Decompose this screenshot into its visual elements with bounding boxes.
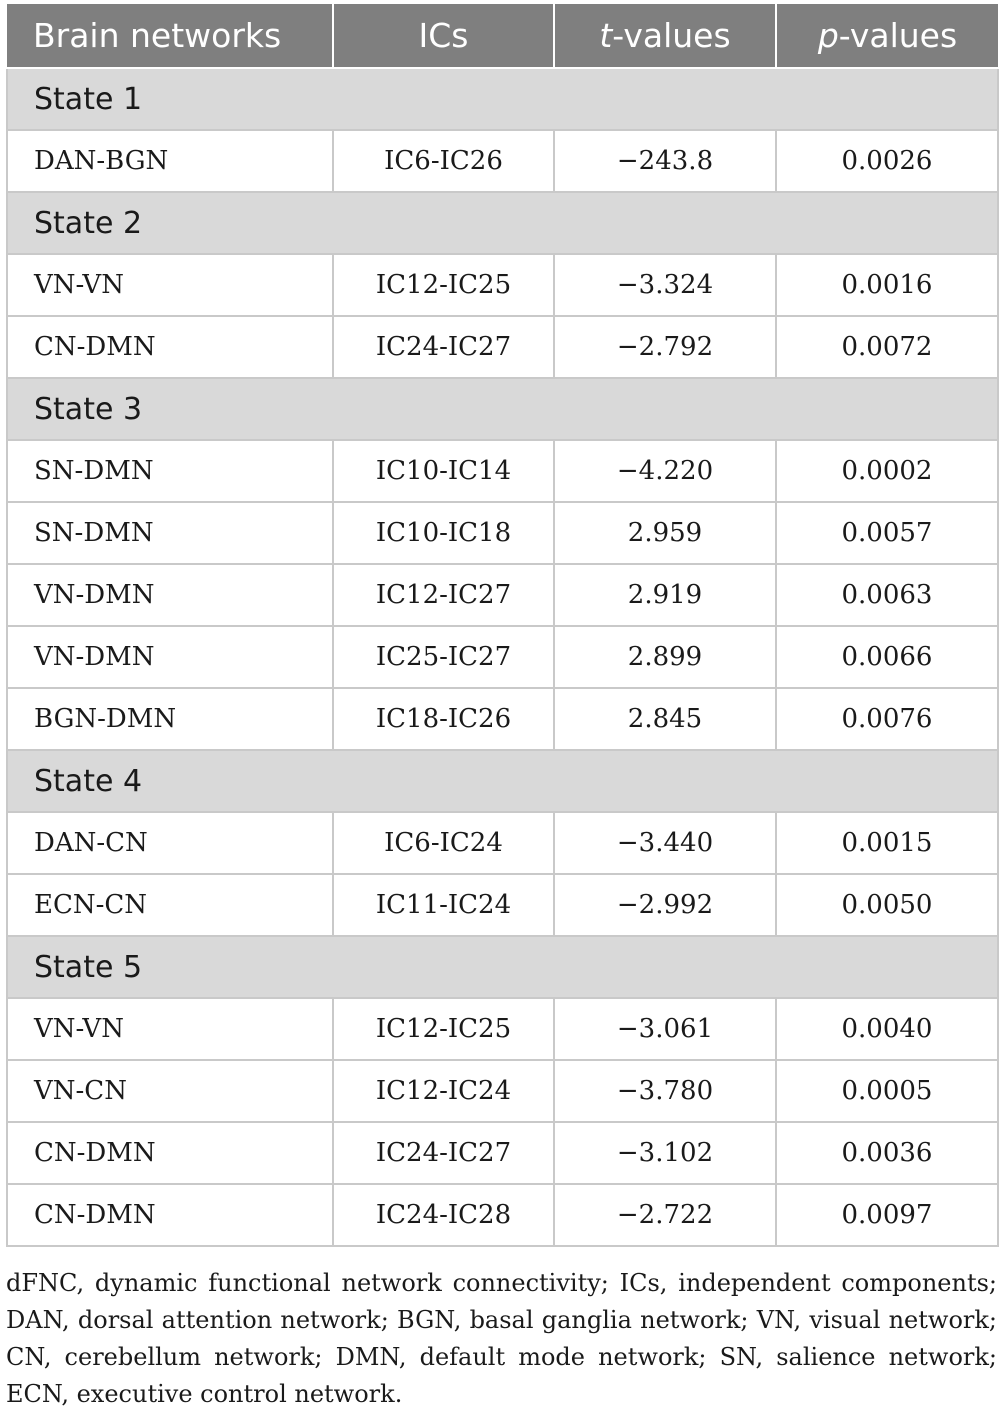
cell-network: ECN-CN (7, 874, 333, 936)
cell-t-value: 2.845 (554, 688, 776, 750)
cell-network: VN-DMN (7, 564, 333, 626)
cell-p-value: 0.0016 (776, 254, 998, 316)
state-row (7, 68, 998, 130)
cell-network: CN-DMN (7, 1184, 333, 1246)
cell-p-value: 0.0005 (776, 1060, 998, 1122)
header-p-symbol: p (817, 16, 839, 55)
cell-ics: IC12-IC24 (333, 1060, 554, 1122)
cell-p-value: 0.0066 (776, 626, 998, 688)
cell-t-value: −4.220 (554, 440, 776, 502)
state-row (7, 192, 998, 254)
cell-ics: IC12-IC25 (333, 254, 554, 316)
table-row (7, 626, 998, 688)
header-p-suffix: -values (838, 16, 958, 55)
table-row (7, 564, 998, 626)
cell-p-value: 0.0040 (776, 998, 998, 1060)
cell-t-value: −2.722 (554, 1184, 776, 1246)
table-footnote: dFNC, dynamic functional network connectivity; ICs, independent components; DAN, dorsal attention network; BGN, basal ganglia network; VN, visual network; CN, cerebellum network; DMN, default mode network; SN, salience network; ECN, executive control network. (6, 1269, 997, 1408)
cell-network: SN-DMN (7, 440, 333, 502)
cell-network: CN-DMN (7, 1122, 333, 1184)
table-row (7, 254, 998, 316)
state-label: State 3 (7, 378, 998, 440)
cell-p-value: 0.0002 (776, 440, 998, 502)
table-row (7, 130, 998, 192)
state-label: State 2 (7, 192, 998, 254)
cell-t-value: 2.959 (554, 502, 776, 564)
table-row (7, 874, 998, 936)
table-row (7, 316, 998, 378)
cell-ics: IC24-IC28 (333, 1184, 554, 1246)
cell-network: DAN-BGN (7, 130, 333, 192)
cell-ics: IC10-IC14 (333, 440, 554, 502)
table-row (7, 1060, 998, 1122)
table-row (7, 998, 998, 1060)
cell-network: VN-VN (7, 254, 333, 316)
cell-ics: IC12-IC25 (333, 998, 554, 1060)
header-t-suffix: -values (612, 16, 731, 55)
cell-t-value: −3.440 (554, 812, 776, 874)
cell-ics: IC24-IC27 (333, 1122, 554, 1184)
cell-p-value: 0.0072 (776, 316, 998, 378)
table-header (7, 4, 998, 68)
cell-p-value: 0.0076 (776, 688, 998, 750)
cell-ics: IC10-IC18 (333, 502, 554, 564)
header-t-symbol: t (599, 16, 613, 55)
cell-ics: IC25-IC27 (333, 626, 554, 688)
state-label: State 1 (7, 68, 998, 130)
cell-network: VN-CN (7, 1060, 333, 1122)
cell-t-value: −3.061 (554, 998, 776, 1060)
cell-ics: IC24-IC27 (333, 316, 554, 378)
state-label: State 5 (7, 936, 998, 998)
state-row (7, 378, 998, 440)
header-brain-networks: Brain networks (7, 4, 333, 68)
state-row (7, 936, 998, 998)
header-t-values (554, 4, 776, 68)
cell-ics: IC6-IC24 (333, 812, 554, 874)
header-ics: ICs (333, 4, 554, 68)
cell-t-value: 2.899 (554, 626, 776, 688)
cell-ics: IC11-IC24 (333, 874, 554, 936)
cell-network: DAN-CN (7, 812, 333, 874)
state-label: State 4 (7, 750, 998, 812)
cell-network: SN-DMN (7, 502, 333, 564)
table-row (7, 812, 998, 874)
cell-t-value: 2.919 (554, 564, 776, 626)
cell-ics: IC12-IC27 (333, 564, 554, 626)
cell-p-value: 0.0050 (776, 874, 998, 936)
cell-t-value: −243.8 (554, 130, 776, 192)
cell-t-value: −2.992 (554, 874, 776, 936)
header-row (7, 4, 998, 68)
cell-ics: IC18-IC26 (333, 688, 554, 750)
cell-network: VN-VN (7, 998, 333, 1060)
cell-p-value: 0.0026 (776, 130, 998, 192)
table-row (7, 688, 998, 750)
cell-p-value: 0.0015 (776, 812, 998, 874)
cell-network: VN-DMN (7, 626, 333, 688)
cell-network: CN-DMN (7, 316, 333, 378)
cell-t-value: −3.324 (554, 254, 776, 316)
cell-t-value: −2.792 (554, 316, 776, 378)
header-p-values (776, 4, 998, 68)
cell-p-value: 0.0036 (776, 1122, 998, 1184)
results-table (6, 4, 999, 1247)
state-row (7, 750, 998, 812)
cell-p-value: 0.0063 (776, 564, 998, 626)
results-table-container (6, 4, 997, 1247)
table-row (7, 1184, 998, 1246)
table-row (7, 440, 998, 502)
cell-t-value: −3.102 (554, 1122, 776, 1184)
cell-ics: IC6-IC26 (333, 130, 554, 192)
cell-p-value: 0.0097 (776, 1184, 998, 1246)
table-row (7, 1122, 998, 1184)
cell-network: BGN-DMN (7, 688, 333, 750)
table-row (7, 502, 998, 564)
table-body (7, 68, 998, 1246)
cell-p-value: 0.0057 (776, 502, 998, 564)
cell-t-value: −3.780 (554, 1060, 776, 1122)
